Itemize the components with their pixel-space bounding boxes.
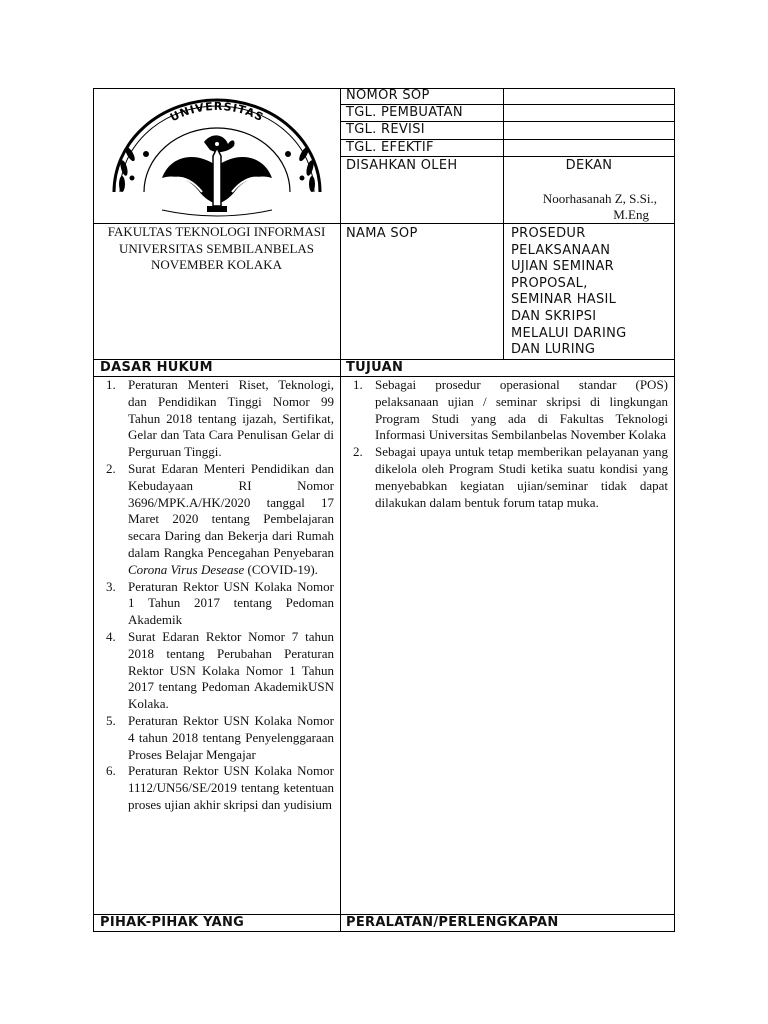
list-item-italic-text: Corona Virus Desease bbox=[128, 561, 245, 577]
nama-sop-line: DAN SKRIPSI bbox=[511, 308, 597, 324]
list-item-number: 1. bbox=[353, 377, 363, 392]
university-seal-icon bbox=[100, 94, 334, 222]
logo-arc-text: UNIVERSITAS bbox=[168, 99, 267, 125]
tgl-revisi-label: TGL. REVISI bbox=[346, 122, 425, 137]
nama-sop-line: MELALUI DARING bbox=[511, 325, 627, 341]
nomor-sop-label: NOMOR SOP bbox=[346, 88, 430, 103]
institution-line-1: FAKULTAS TEKNOLOGI INFORMASI bbox=[107, 224, 326, 239]
tujuan-header: TUJUAN bbox=[346, 360, 404, 375]
list-item-text: Surat Edaran Rektor Nomor 7 tahun 2018 tentang Perubahan Peraturan Rektor USN Kolaka Nomor 1 Tahun 2017 tentang Pedoman AkademikUSN Kolaka. bbox=[128, 628, 334, 712]
nama-sop-line: DAN LURING bbox=[511, 342, 596, 358]
tujuan-list bbox=[341, 377, 668, 511]
nama-sop-line: PELAKSANAAN bbox=[511, 242, 611, 258]
tgl-pembuatan-label: TGL. PEMBUATAN bbox=[346, 105, 463, 120]
row-line bbox=[340, 156, 675, 157]
institution-line-3: NOVEMBER KOLAKA bbox=[150, 257, 283, 273]
list-item bbox=[94, 763, 334, 813]
approver-role: DEKAN bbox=[565, 158, 613, 173]
svg-text:UNIVERSITAS bbox=[168, 100, 266, 124]
list-item-text: Sebagai upaya untuk tetap memberikan pelayanan yang dikelola oleh Program Studi ketika suatu kondisi yang menyebabkan kegiatan ujian/seminar tidak dapat dilakukan dalam bentuk forum tatap muka. bbox=[375, 444, 668, 510]
disahkan-oleh-label: DISAHKAN OLEH bbox=[346, 158, 458, 173]
list-item-number: 1. bbox=[106, 377, 116, 392]
peralatan-header: PERALATAN/PERLENGKAPAN bbox=[346, 915, 559, 930]
pihak-header: PIHAK-PIHAK YANG bbox=[100, 915, 245, 930]
approver-block bbox=[503, 158, 675, 173]
institution-line-2: UNIVERSITAS SEMBILANBELAS bbox=[118, 240, 315, 256]
dasar-hukum-list bbox=[94, 377, 334, 814]
list-item bbox=[341, 377, 668, 444]
list-item bbox=[94, 713, 334, 763]
list-item-number: 5. bbox=[106, 712, 116, 728]
nama-sop-line: PROSEDUR bbox=[511, 226, 586, 241]
list-item-number: 4. bbox=[106, 628, 116, 644]
list-item bbox=[94, 461, 334, 579]
list-item-text: Surat Edaran Menteri Pendidikan dan Kebudayaan RI Nomor 3696/MPK.A/HK/2020 tanggal 17 Maret 2020 tentang Pembelajaran secara Daring dan Bekerja dari Rumah dalam Rangka Pencegahan Penyebaran bbox=[128, 460, 334, 560]
tgl-efektif-label: TGL. EFEKTIF bbox=[346, 140, 434, 155]
approver-name: Noorhasanah Z, S.Si., bbox=[542, 191, 657, 206]
list-item-text: Sebagai prosedur operasional standar (POS) pelaksanaan ujian / seminar skripsi di lingkungan Program Studi yang ada di Fakultas Teknologi Informasi Universitas Sembilanbelas November Kolaka bbox=[375, 377, 668, 443]
nama-sop-line: UJIAN SEMINAR bbox=[511, 259, 614, 275]
list-item-text: Peraturan Rektor USN Kolaka Nomor 1112/UN56/SE/2019 tentang ketentuan proses ujian akhir skripsi dan yudisium bbox=[128, 763, 334, 812]
nama-sop-value bbox=[511, 226, 671, 359]
list-item-text: Peraturan Rektor USN Kolaka Nomor 1 Tahun 2017 tentang Pedoman Akademik bbox=[128, 578, 334, 628]
list-item-text: Peraturan Menteri Riset, Teknologi, dan Pendidikan Tinggi Nomor 99 Tahun 2018 tentang ijazah, Sertifikat, Gelar dan Tata Cara Penulisan Gelar di Perguruan Tinggi. bbox=[128, 377, 334, 460]
nama-sop-label: NAMA SOP bbox=[346, 226, 418, 241]
approver-name-block bbox=[503, 191, 675, 223]
nama-sop-line: SEMINAR HASIL bbox=[511, 292, 617, 308]
list-item-number: 2. bbox=[353, 444, 363, 460]
approver-degree: M.Eng bbox=[613, 207, 649, 222]
list-item-text: (COVID-19). bbox=[244, 561, 318, 577]
nama-sop-line: PROPOSAL, bbox=[511, 275, 588, 291]
list-item bbox=[94, 579, 334, 629]
institution-name bbox=[93, 224, 340, 274]
list-item bbox=[94, 377, 334, 461]
list-item bbox=[341, 444, 668, 511]
list-item-number: 6. bbox=[106, 763, 116, 779]
list-item-number: 2. bbox=[106, 460, 116, 476]
university-logo bbox=[100, 94, 334, 222]
dasar-hukum-header: DASAR HUKUM bbox=[100, 360, 213, 375]
list-item-number: 3. bbox=[106, 578, 116, 594]
table-border-bottom bbox=[93, 931, 675, 932]
list-item bbox=[94, 629, 334, 713]
list-item-text: Peraturan Rektor USN Kolaka Nomor 4 tahun 2018 tentang Penyelenggaraan Proses Belajar Mengajar bbox=[128, 712, 334, 762]
